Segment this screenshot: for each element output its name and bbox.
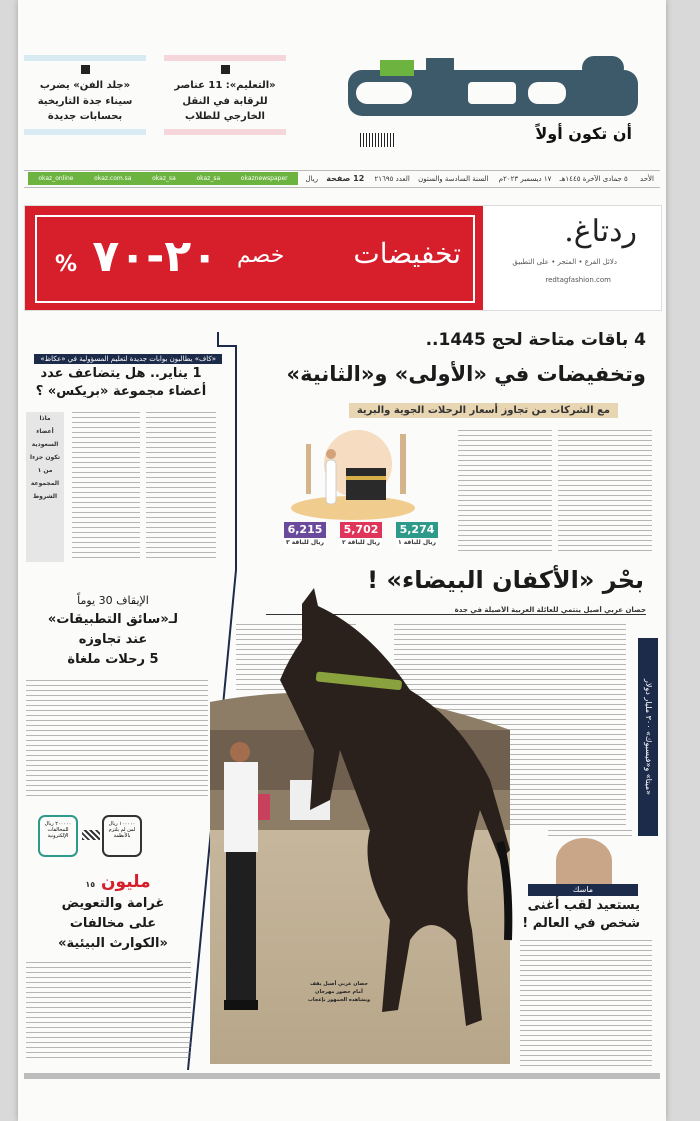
- ad-sale-banner: تخفيضات خصم % ٢٠-٧٠: [25, 206, 483, 310]
- social-links: okaz_online okaz.com.sa okaz_sa okaz_sa okaznewspaper: [28, 172, 298, 185]
- dateline: الأحد ٥ جمادى الآخرة ١٤٤٥هـ ١٧ ديسمبر ٢٠٢٣م السنة السادسة والستون العدد ٢١٦٩٥ 12 صفحة ريال okaz_online okaz.com.sa okaz_sa okaz_sa okaznewspaper: [24, 170, 660, 188]
- ad-brand: ردتاغ.: [564, 214, 637, 249]
- newspaper-page: [18, 0, 666, 1121]
- brics-tag: «كاف» يطالبون بوابات جديدة لتعليم المسؤولية في «عكاظ»: [22, 346, 222, 365]
- okaz-logo: [348, 48, 638, 133]
- price-package-1: 5,274 ريال للباقة ١: [398, 523, 436, 546]
- env-line2: غرامة والتعويض: [61, 896, 165, 911]
- hajj-subhead: مع الشركات من تجاوز أسعار الرحلات الجوية والبرية: [349, 403, 618, 418]
- fine-badge-1: ١٠٠٠٠٠ ريال لمن لم يلتزم بالأنظمة: [102, 815, 142, 857]
- musk-nameplate: ماسك: [528, 884, 638, 896]
- musk-headline-line1: يستعيد لقب أغنى: [527, 898, 640, 913]
- brics-text-col2: [146, 412, 216, 562]
- teaser-education: «التعليم»: 11 عناصر للرقابة في النقل الخارجي للطلاب: [164, 55, 286, 135]
- horse-subhead: حصان عربي أصيل ينتمي للعائلة العربية الأصيلة في جدة: [266, 606, 646, 615]
- apps-text: [26, 680, 208, 800]
- price-package-3: 6,215 ريال للباقة ٣: [286, 523, 324, 546]
- hajj-text-col2: [458, 430, 552, 555]
- musk-photo: [556, 838, 612, 884]
- brics-sidebox: ماذا أعضاء السعودية تكون جزءا من ١ المجموعة الشروط: [26, 412, 64, 562]
- redtag-ad: ردتاغ. دلائل الفرع • المتجر • على التطبيق redtagfashion.com تخفيضات خصم % ٢٠-٧٠: [24, 205, 662, 311]
- musk-text: [520, 940, 652, 1066]
- connector-icon: [82, 830, 100, 840]
- apps-headline-line3: 5 رحلات ملغاة: [67, 652, 159, 667]
- musk-headline-line2: شخص في العالم !: [522, 916, 640, 931]
- env-line4: «الكوارث البيئية»: [58, 936, 168, 951]
- apps-headline-line1: لـ«سائق التطبيقات»: [47, 612, 179, 627]
- env-line3: على مخالفات: [69, 916, 157, 931]
- vertical-headline: «ميتا» و«فيسبوك» ٣٠٠ مليار دولار: [638, 638, 658, 836]
- hajj-headline-line2: وتخفيضات في «الأولى» و«الثانية»: [286, 362, 646, 386]
- apps-kicker: الإيقاف 30 يوماً: [77, 594, 149, 607]
- hajj-text-col1: [558, 430, 652, 555]
- brics-headline-line1: 1 يناير.. هل يتضاعف عدد: [40, 366, 202, 381]
- price-package-2: 5,702 ريال للباقة ٢: [342, 523, 380, 546]
- fine-badge-2: ٢٠٠٠٠٠ ريال للمخالفات الإلكترونية: [38, 815, 78, 857]
- kaaba-illustration: [288, 424, 418, 520]
- env-amount: مليون ١٥: [85, 872, 151, 892]
- brics-headline-line2: أعضاء مجموعة «بريكس» ؟: [35, 384, 207, 399]
- env-text: [26, 962, 191, 1062]
- hajj-headline-line1: 4 باقات متاحة لحج 1445..: [425, 330, 646, 350]
- footer-rule: [24, 1073, 660, 1079]
- brics-text-col1: [72, 412, 140, 562]
- barcode: [360, 133, 394, 147]
- teaser-art: «جلد الفن» يضرب سيناء جدة التاريخية بحسابات جديدة: [24, 55, 146, 135]
- horse-caption: حصان عربي أصيل يقف أمام حضور مهرجان ويشاهده الجمهور بإعجاب: [307, 981, 371, 1003]
- apps-headline-line2: عند تجاوزه: [78, 632, 148, 647]
- tagline: أن تكون أولاً: [535, 124, 632, 143]
- horse-headline: بحْر «الأكفان البيضاء» !: [367, 566, 644, 594]
